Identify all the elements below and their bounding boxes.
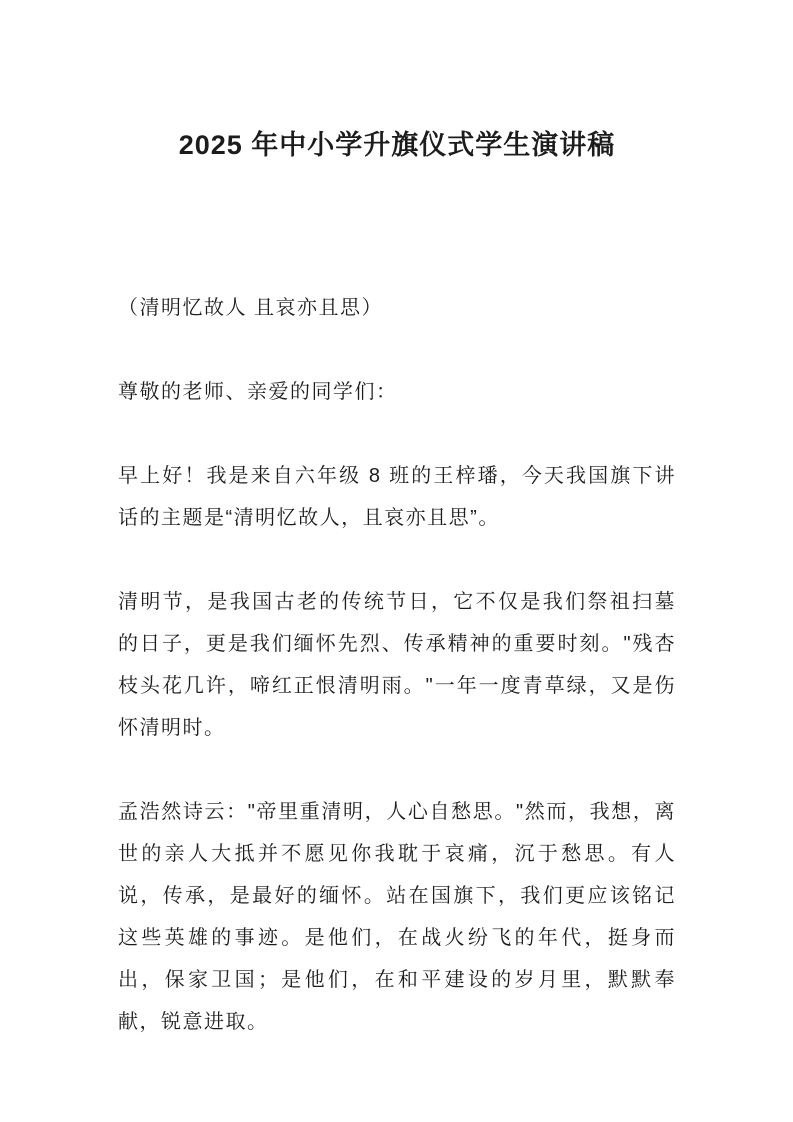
body-paragraph-3: 孟浩然诗云："帝里重清明，人心自愁思。"然而，我想，离世的亲人大抵并不愿见你我耽于哀痛，沉于愁思。有人说，传承，是最好的缅怀。站在国旗下，我们更应该铭记这些英雄的事迹。是他们，在战火纷飞的年代，挺身而出，保家卫国；是他们，在和平建设的岁月里，默默奉献，锐意进取。 bbox=[118, 801, 676, 1033]
body-paragraph-2: 清明节，是我国古老的传统节日，它不仅是我们祭祖扫墓的日子，更是我们缅怀先烈、传承精神的重要时刻。"残杏枝头花几许，啼红正恨清明雨。"一年一度青草绿，又是伤怀清明时。 bbox=[118, 591, 676, 739]
body-paragraph-1: 早上好！我是来自六年级 8 班的王梓璠，今天我国旗下讲话的主题是“清明忆故人，且哀亦且思”。 bbox=[118, 465, 676, 529]
salutation-line: 尊敬的老师、亲爱的同学们： bbox=[118, 381, 398, 403]
document-title: 2025 年中小学升旗仪式学生演讲稿 bbox=[178, 130, 616, 160]
document-subtitle: （清明忆故人 且哀亦且思） bbox=[118, 297, 384, 319]
